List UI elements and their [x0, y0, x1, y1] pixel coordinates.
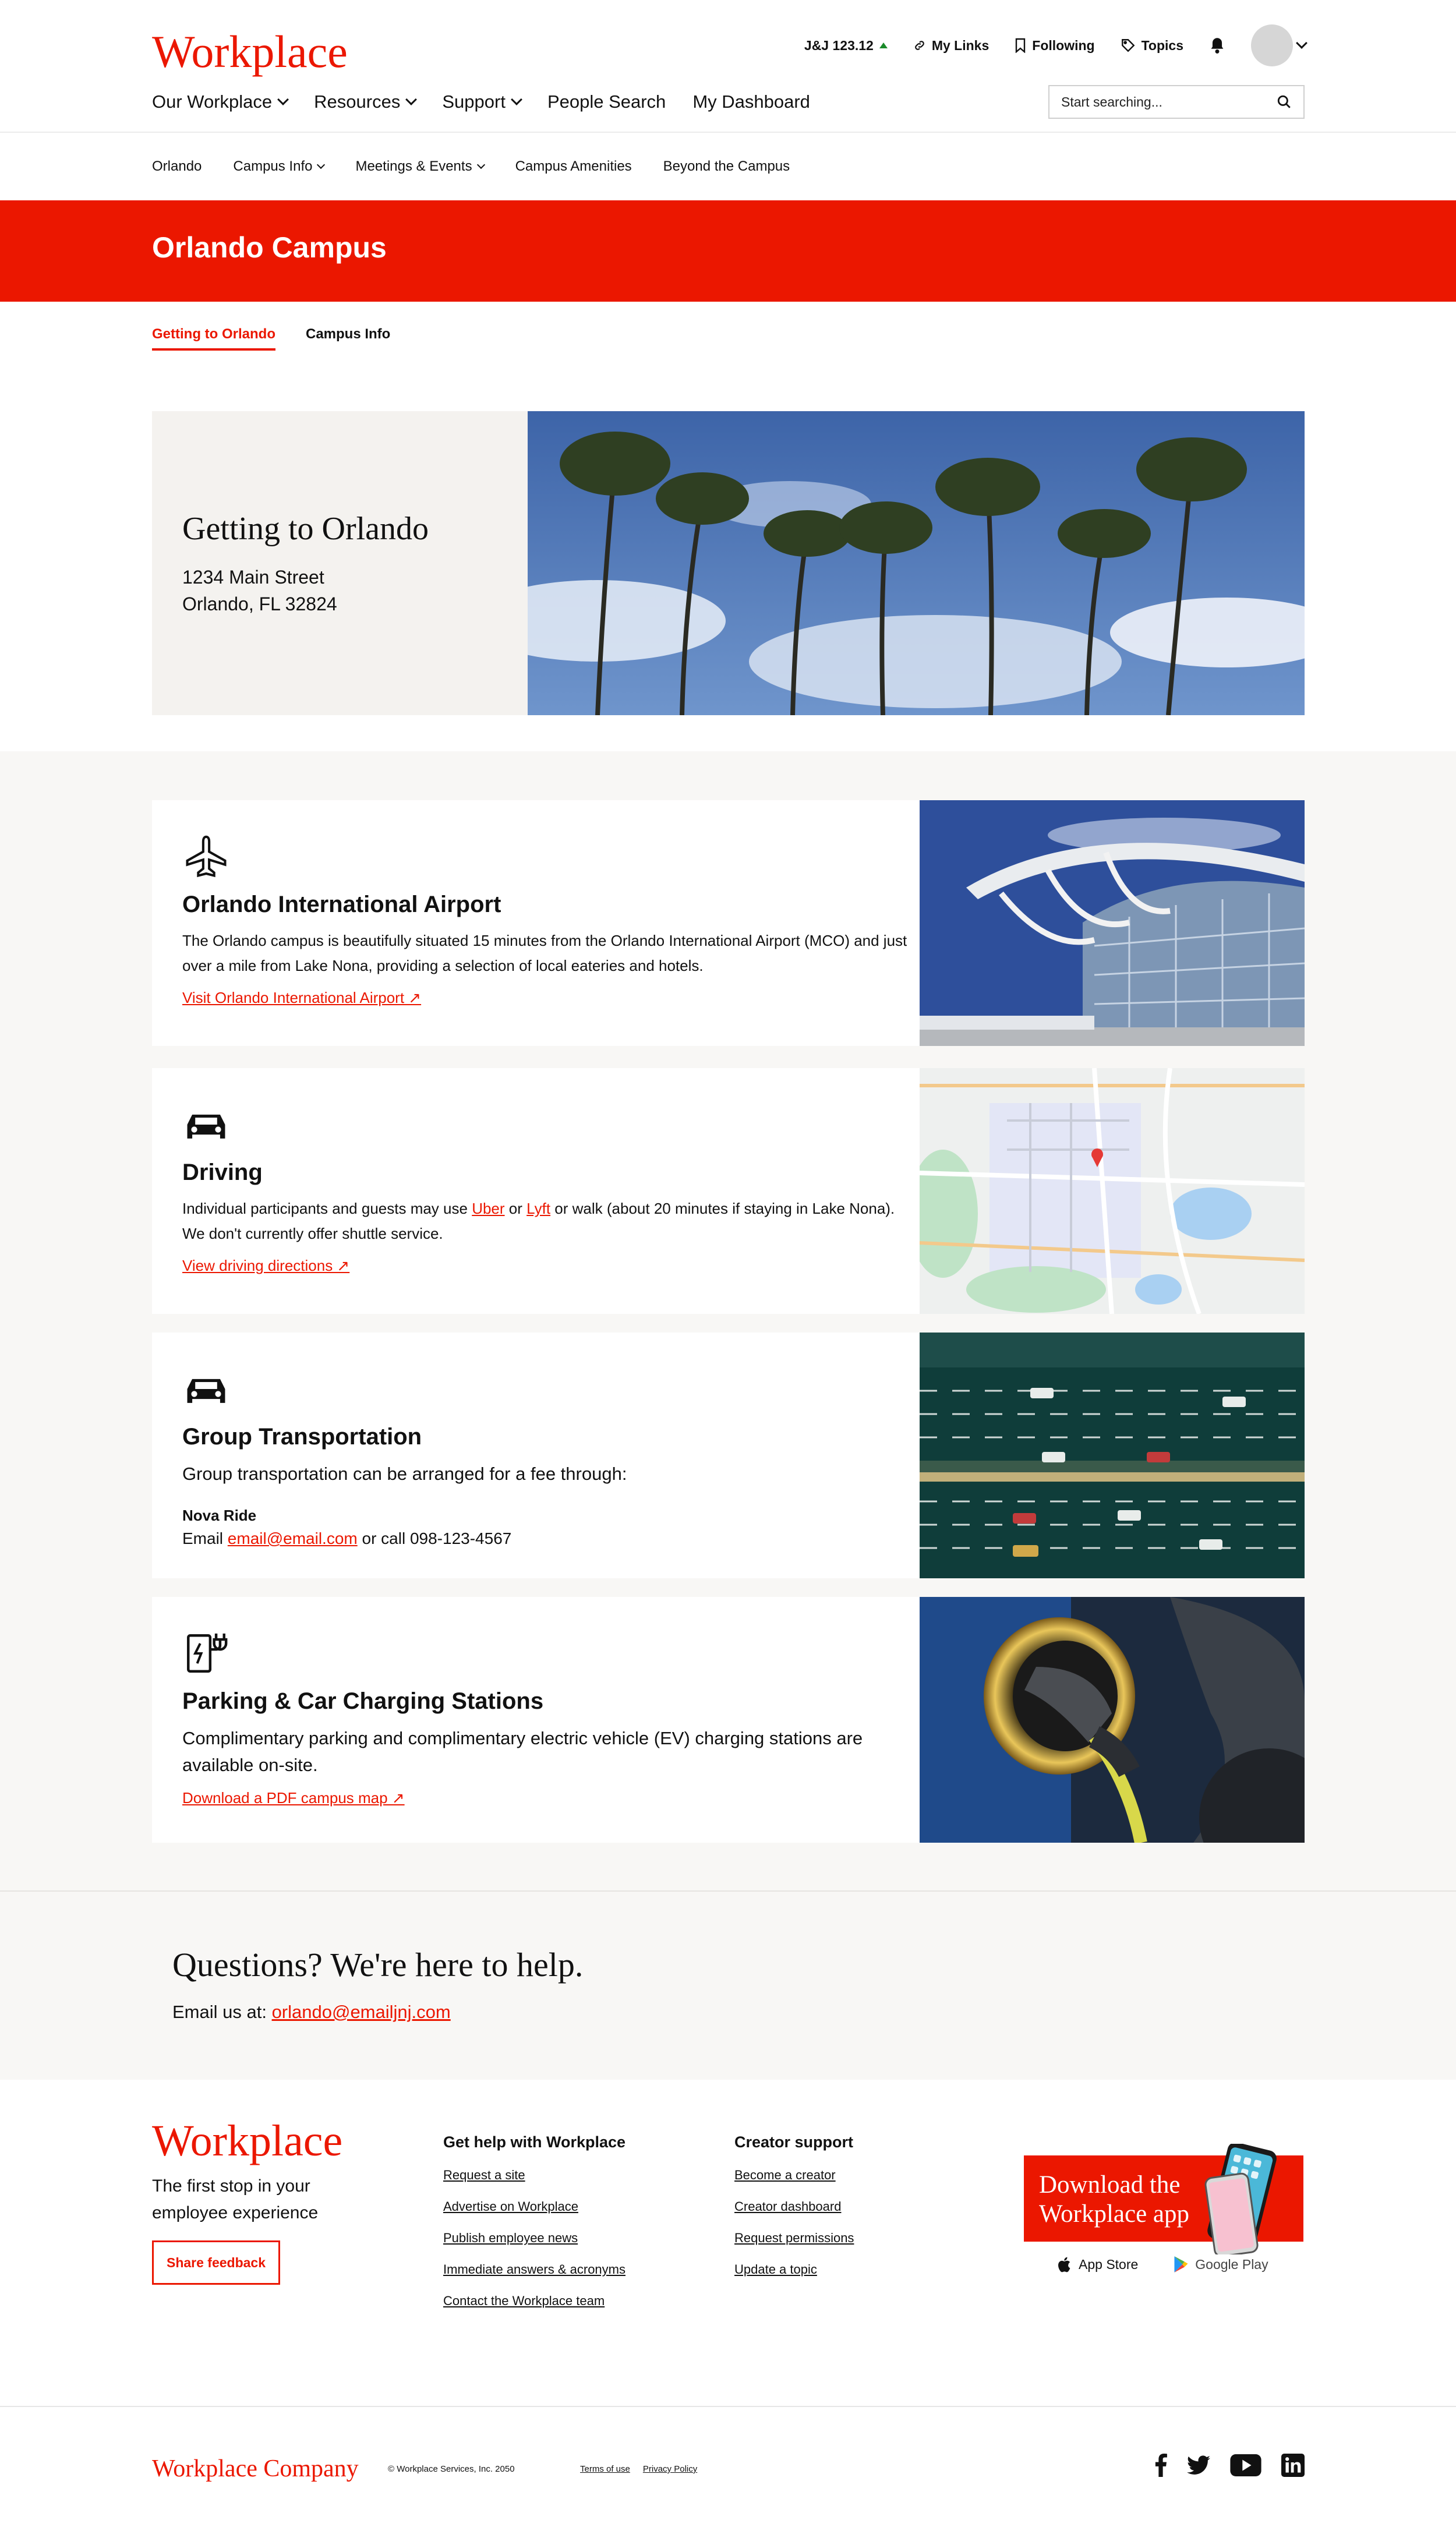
footer-logo[interactable]: Workplace: [152, 2116, 343, 2165]
terms-link[interactable]: Terms of use: [580, 2464, 630, 2474]
stock-ticker[interactable]: [804, 38, 888, 54]
body-text: or: [504, 1200, 527, 1217]
body-text: or walk (about 20 minutes if staying in Lake Nona). We don't currently offer shuttle service.: [182, 1200, 895, 1242]
help-email-label: Email us at:: [172, 2002, 272, 2022]
chevron-down-icon: [477, 161, 485, 169]
nav-resources[interactable]: [314, 91, 415, 112]
facebook-icon[interactable]: [1154, 2454, 1167, 2477]
google-play-label: Google Play: [1195, 2256, 1268, 2272]
footer-column-title: Creator support: [734, 2133, 854, 2151]
avatar: [1251, 24, 1293, 66]
subnav-beyond-campus[interactable]: [663, 158, 790, 175]
footer-link[interactable]: Creator dashboard: [734, 2199, 842, 2214]
nav-people-search[interactable]: [547, 91, 666, 112]
parking-card: [152, 1597, 1305, 1843]
card-title: Parking & Car Charging Stations: [182, 1688, 544, 1714]
subnav-label: Campus Info: [233, 158, 313, 174]
footer-creator-column: [734, 2133, 854, 2293]
card-body: The Orlando campus is beautifully situated 15 minutes from the Orlando International Airport (MCO) and just over a mile from Lake Nona, providing a selection of local eateries and hotels.: [182, 932, 907, 974]
help-section: [172, 1945, 583, 2023]
chevron-down-icon: [277, 94, 289, 105]
subnav-meetings-events[interactable]: [355, 158, 483, 175]
profile-menu[interactable]: [1251, 24, 1306, 66]
palm-trees-image: [528, 411, 1305, 715]
privacy-link[interactable]: Privacy Policy: [642, 2464, 698, 2474]
link-icon: [913, 39, 926, 52]
my-links-label: My Links: [931, 37, 989, 53]
linkedin-icon[interactable]: [1281, 2454, 1305, 2477]
site-footer: [0, 2080, 1456, 2406]
up-arrow-icon: [879, 43, 888, 48]
company-logo[interactable]: Workplace Company: [152, 2455, 359, 2482]
subnav-label: Beyond the Campus: [663, 158, 790, 174]
chevron-down-icon: [511, 94, 522, 105]
lyft-link[interactable]: Lyft: [526, 1200, 551, 1217]
apple-icon: [1058, 2256, 1073, 2273]
ev-charging-icon: [182, 1630, 230, 1677]
vendor-info: [182, 1504, 910, 1550]
subnav-label: Campus Amenities: [515, 158, 632, 174]
body-text: Individual participants and guests may use: [182, 1200, 472, 1217]
address-line: 1234 Main Street: [182, 567, 324, 588]
app-banner-line: Workplace app: [1039, 2200, 1189, 2228]
driving-card: [152, 1068, 1305, 1314]
footer-link[interactable]: Request permissions: [734, 2231, 854, 2245]
contact-line: [182, 1529, 511, 1547]
copyright: © Workplace Services, Inc. 2050: [388, 2464, 515, 2474]
search-icon[interactable]: [1277, 94, 1292, 109]
nav-label: Support: [442, 91, 506, 112]
help-email-link[interactable]: orlando@emailjnj.com: [271, 2002, 451, 2022]
card-body: Complimentary parking and complimentary electric vehicle (EV) charging stations are available on-site.: [182, 1728, 863, 1775]
campus-address: [182, 564, 337, 617]
social-links: [1154, 2454, 1305, 2477]
vendor-email-link[interactable]: email@email.com: [227, 1529, 358, 1547]
map-image: [920, 1068, 1305, 1314]
nav-label: My Dashboard: [692, 91, 810, 112]
app-store-link[interactable]: [1058, 2256, 1138, 2273]
footer-link[interactable]: Advertise on Workplace: [443, 2199, 578, 2214]
highway-image: [920, 1333, 1305, 1578]
footer-link[interactable]: Immediate answers & acronyms: [443, 2262, 625, 2277]
bookmark-icon: [1015, 38, 1026, 53]
app-store-links: [1058, 2256, 1268, 2273]
page-banner: [0, 200, 1456, 302]
youtube-icon[interactable]: [1230, 2454, 1261, 2476]
card-body: [182, 1196, 910, 1246]
topics-button[interactable]: [1121, 38, 1183, 54]
contact-text: or call 098-123-4567: [357, 1529, 512, 1547]
contact-text: Email: [182, 1529, 228, 1547]
app-banner-line: Download the: [1039, 2171, 1181, 2199]
subnav-campus-info[interactable]: [233, 158, 324, 175]
notifications-button[interactable]: [1209, 37, 1225, 54]
subnav-label: Orlando: [152, 158, 202, 174]
footer-column-title: Get help with Workplace: [443, 2133, 626, 2151]
footer-link[interactable]: Request a site: [443, 2168, 525, 2182]
main-nav: [152, 87, 810, 116]
bottom-bar: [0, 2406, 1456, 2534]
tab-getting-to-orlando[interactable]: Getting to Orlando: [152, 326, 275, 351]
utility-bar: [804, 24, 1306, 66]
hero-text-panel: [152, 411, 528, 715]
nav-our-workplace[interactable]: [152, 91, 287, 112]
footer-link[interactable]: Publish employee news: [443, 2231, 578, 2245]
chevron-down-icon: [1296, 37, 1307, 49]
nav-label: People Search: [547, 91, 666, 112]
transport-section: [0, 751, 1456, 2080]
my-links-button[interactable]: [913, 38, 989, 54]
nav-my-dashboard[interactable]: [692, 91, 810, 112]
driving-directions-link[interactable]: View driving directions ↗: [182, 1257, 350, 1274]
nav-label: Our Workplace: [152, 91, 273, 112]
following-label: Following: [1032, 37, 1095, 53]
airport-card: [152, 800, 1305, 1046]
footer-link[interactable]: Become a creator: [734, 2168, 836, 2182]
footer-help-column: [443, 2133, 625, 2325]
share-feedback-button[interactable]: Share feedback: [152, 2240, 280, 2285]
download-app-banner[interactable]: [1024, 2155, 1303, 2242]
topics-label: Topics: [1141, 37, 1183, 53]
group-transport-card: [152, 1333, 1305, 1578]
card-title: Driving: [182, 1160, 263, 1185]
search-placeholder: Start searching...: [1061, 94, 1162, 109]
footer-link[interactable]: Update a topic: [734, 2262, 817, 2277]
legal-links: [580, 2464, 697, 2474]
tab-campus-info[interactable]: Campus Info: [305, 326, 391, 342]
nav-support[interactable]: [442, 91, 521, 112]
footer-tagline: The first stop in your employee experience: [152, 2176, 319, 2222]
campus-subnav: [0, 133, 1456, 200]
airport-link[interactable]: Visit Orlando International Airport ↗: [182, 989, 422, 1006]
phone-icon: [1199, 2144, 1298, 2254]
hero-title: Getting to Orlando: [182, 511, 429, 547]
stock-value: J&J 123.12: [804, 37, 874, 53]
card-body: Group transportation can be arranged for a fee through:: [182, 1464, 627, 1484]
site-header: [0, 0, 1456, 133]
car-icon: [182, 1365, 230, 1413]
campus-map-link[interactable]: Download a PDF campus map ↗: [182, 1789, 405, 1807]
tag-icon: [1121, 38, 1136, 53]
app-banner-text: [1039, 2171, 1189, 2229]
card-title: Orlando International Airport: [182, 892, 501, 917]
workplace-logo[interactable]: Workplace: [152, 26, 348, 77]
app-store-label: App Store: [1079, 2256, 1139, 2272]
uber-link[interactable]: Uber: [472, 1200, 505, 1217]
airport-image: [920, 800, 1305, 1046]
bell-icon: [1209, 37, 1225, 54]
page-tabs: [152, 326, 390, 351]
chevron-down-icon: [317, 161, 325, 169]
help-email-line: [172, 2002, 583, 2023]
subnav-orlando[interactable]: [152, 158, 202, 175]
ev-charger-image: [920, 1597, 1305, 1843]
address-line: Orlando, FL 32824: [182, 593, 337, 614]
search-input[interactable]: [1048, 85, 1305, 119]
footer-link[interactable]: Contact the Workplace team: [443, 2293, 605, 2308]
page-title: Orlando Campus: [152, 231, 387, 264]
vendor-name: Nova Ride: [182, 1507, 257, 1524]
subnav-campus-amenities[interactable]: [515, 158, 632, 175]
car-icon: [182, 1101, 230, 1148]
help-title: Questions? We're here to help.: [172, 1946, 584, 1984]
airplane-icon: [182, 833, 230, 881]
card-title: Group Transportation: [182, 1424, 422, 1450]
section-divider: [0, 1890, 1456, 1892]
following-button[interactable]: [1015, 38, 1094, 54]
subnav-label: Meetings & Events: [355, 158, 472, 174]
google-play-icon: [1173, 2256, 1189, 2273]
google-play-link[interactable]: [1173, 2256, 1268, 2273]
twitter-icon[interactable]: [1187, 2455, 1210, 2475]
chevron-down-icon: [405, 94, 417, 105]
hero: [152, 411, 1305, 715]
nav-label: Resources: [314, 91, 401, 112]
